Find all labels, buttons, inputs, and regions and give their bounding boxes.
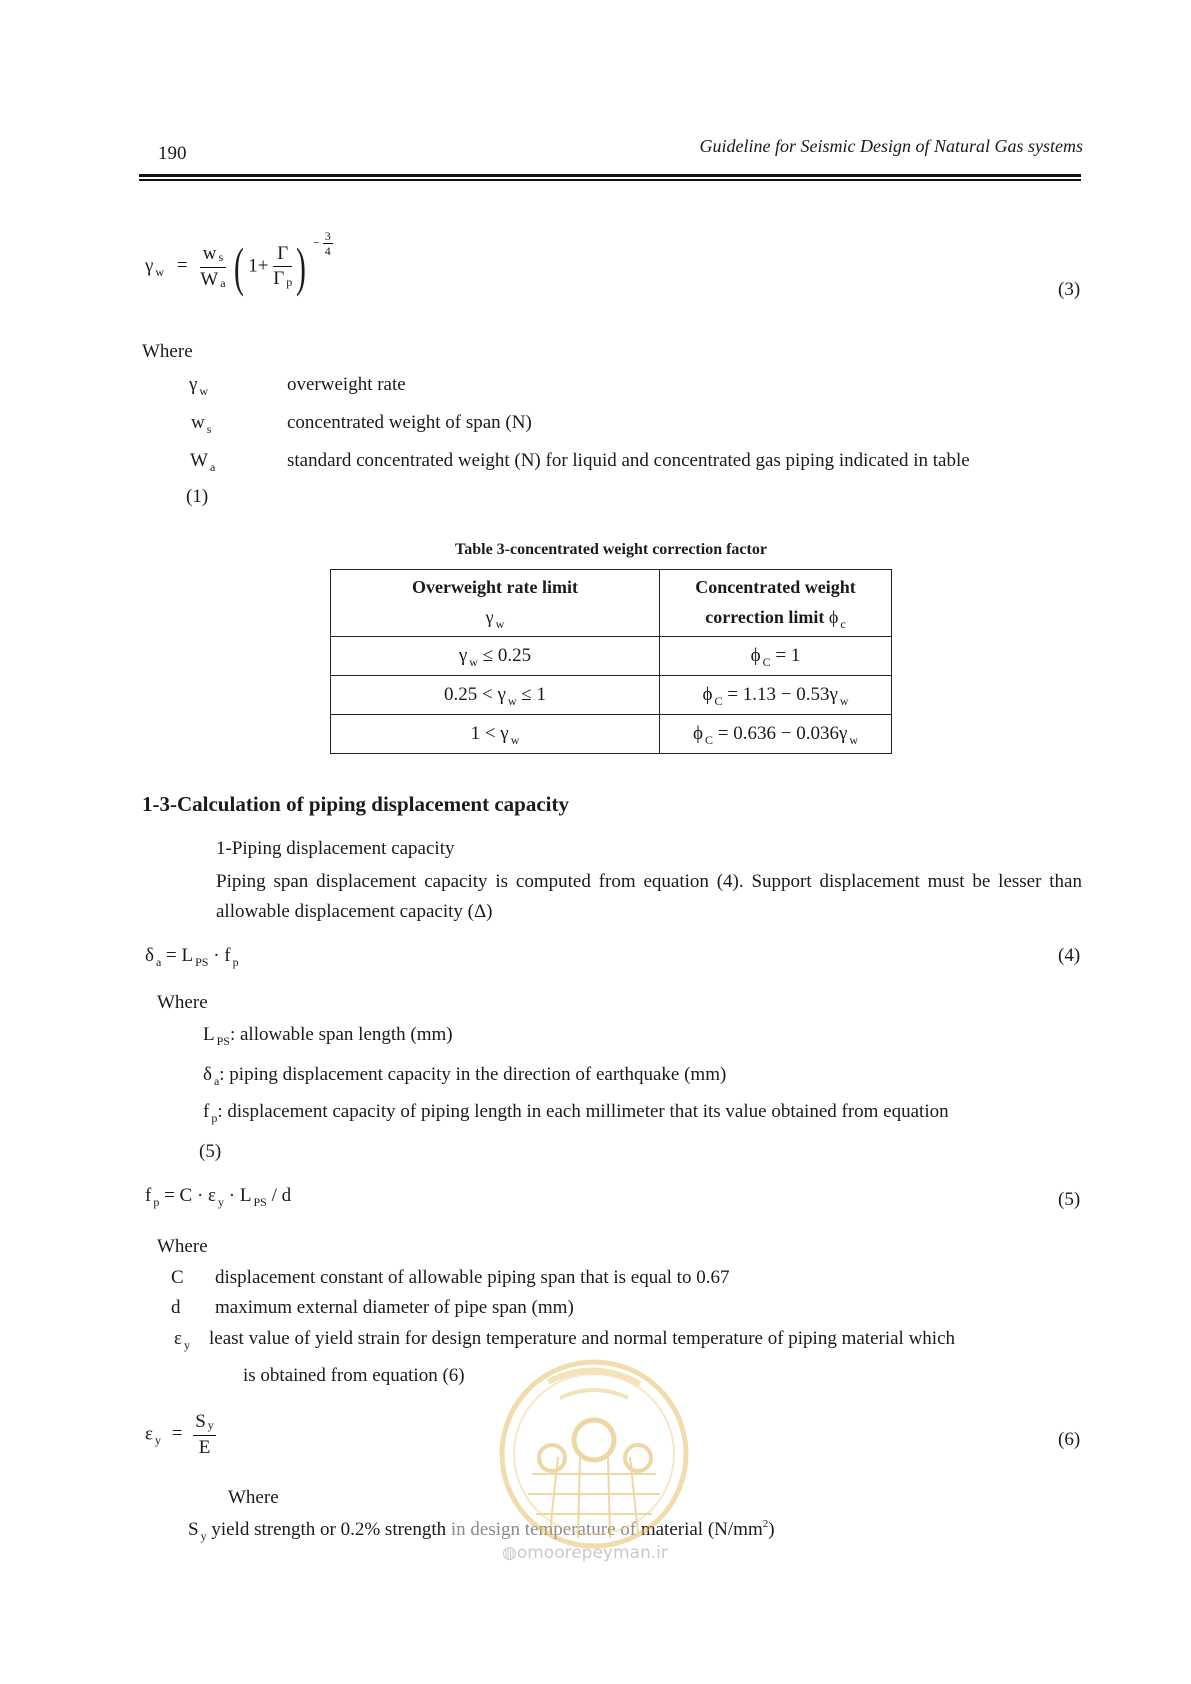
running-title: Guideline for Seismic Design of Natural Gas systems <box>699 136 1083 156</box>
def-continuation: is obtained from equation (6) <box>243 1365 465 1386</box>
def-delta-a: δ $_a$: piping displacement capacity in the direction of earthquake (mm) <box>203 1064 727 1088</box>
table-row <box>331 715 892 754</box>
header-rule-thick <box>139 174 1081 177</box>
def-L-PS: L $_{PS}$: allowable span length (mm) <box>203 1024 453 1048</box>
correction-factor-table <box>330 569 892 754</box>
table-caption: Table 3-concentrated weight correction factor <box>455 541 767 558</box>
page-number: 190 <box>158 143 187 164</box>
table-cell: ϕ $_C$ = 1 <box>660 637 892 676</box>
equation-5: f $_p$ = C · ε $_y$ · L $_{PS}$ / d <box>145 1185 292 1209</box>
where-label: Where <box>157 992 208 1013</box>
def-overweight-rate: overweight rate <box>287 374 406 395</box>
equation-6-number: (6) <box>1058 1429 1081 1450</box>
table-header-1: Overweight rate limit γ $_w$ <box>331 570 660 637</box>
equation-3: γ $_w$ = $\frac{\text{w s}}{\text{W a}}$ ( 1+ $\frac{\Gamma}{\text{Γ p}}$ ) <box>145 237 307 297</box>
table-header-2: Concentrated weight correction limit ϕ $_c$ <box>660 570 892 637</box>
table-cell: γ $_w$ ≤ 0.25 <box>331 637 660 676</box>
equation-3-exponent: − $\frac{3}{4}$ <box>313 229 331 258</box>
subsection-title: 1-Piping displacement capacity <box>216 838 455 859</box>
symbol-gamma-w: γ $_w$ <box>189 374 209 398</box>
equation-6: ε $_y$ = $\frac{\text{S y}}{E}$ <box>145 1411 214 1458</box>
section-paragraph: Piping span displacement capacity is computed from equation (4). Support displacement must be lesser than allowable displacement capacity (Δ) <box>216 871 1082 922</box>
header-rule-thin <box>139 179 1081 181</box>
watermark-text: ◍omoorepeyman.ir <box>502 1543 668 1563</box>
table-row <box>331 637 892 676</box>
def-S-y: S $_y$ yield strength or 0.2% strength in design temperature of material $(N/mm^2)$ <box>188 1518 775 1543</box>
def-concentrated-weight: concentrated weight of span (N) <box>287 412 532 433</box>
def-continuation: (1) <box>186 486 209 507</box>
def-f-p: f $_p$: displacement capacity of piping length in each millimeter that its value obtained from equation <box>203 1101 949 1125</box>
table-row <box>331 676 892 715</box>
globe-icon: ◍ <box>502 1543 517 1563</box>
table-cell: ϕ $_C$ = 0.636 − 0.036γ $_w$ <box>660 715 892 754</box>
where-label: Where <box>228 1487 279 1508</box>
symbol-d: d <box>171 1297 181 1318</box>
symbol-C: C <box>171 1267 184 1288</box>
symbol-Wa: W $_a$ <box>190 450 216 474</box>
watermark-logo <box>488 1352 700 1562</box>
def-epsilon-y: least value of yield strain for design temperature and normal temperature of piping material which <box>209 1328 956 1349</box>
equation-4: δ $_a$ = L $_{PS}$ · f $_p$ <box>145 945 239 969</box>
equation-3-number: (3) <box>1058 279 1081 300</box>
table-cell: 0.25 < γ $_w$ ≤ 1 <box>331 676 660 715</box>
equation-5-number: (5) <box>1058 1189 1081 1210</box>
symbol-epsilon-y: ε $_y$ <box>174 1328 190 1352</box>
table-cell: ϕ $_C$ = 1.13 − 0.53γ $_w$ <box>660 676 892 715</box>
section-heading: 1-3-Calculation of piping displacement capacity <box>142 792 570 816</box>
def-C: displacement constant of allowable piping span that is equal to 0.67 <box>215 1267 730 1288</box>
symbol-ws: w $_s$ <box>191 412 212 436</box>
def-d: maximum external diameter of pipe span (mm) <box>215 1297 574 1318</box>
where-label: Where <box>142 341 193 362</box>
def-standard-weight: standard concentrated weight (N) for liquid and concentrated gas piping indicated in table <box>287 450 970 471</box>
equation-4-number: (4) <box>1058 945 1081 966</box>
where-label: Where <box>157 1236 208 1257</box>
def-continuation: (5) <box>199 1141 222 1162</box>
table-cell: 1 < γ $_w$ <box>331 715 660 754</box>
